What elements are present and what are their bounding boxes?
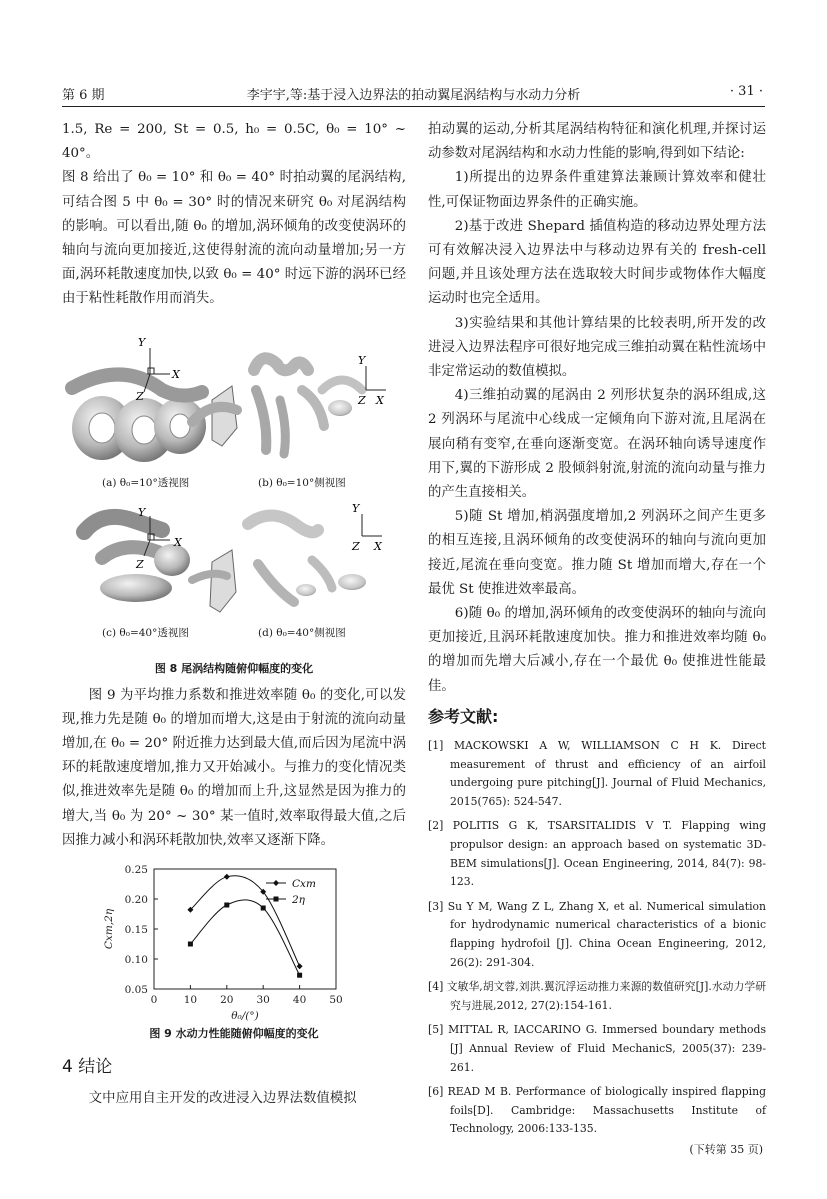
legend-label-1: 2η xyxy=(292,894,305,907)
y-axis-label: Cxm,2η xyxy=(103,908,115,950)
x-tick-label: 30 xyxy=(256,994,270,1007)
data-point xyxy=(224,903,229,908)
reference-item: [6] READ M B. Performance of biologically inspired flapping foils[D]. Cambridge: Massachusetts Institute of Technology, 2006:133-135. xyxy=(428,1085,766,1136)
vortex-view-a xyxy=(72,374,237,462)
reference-item: [2] POLITIS G K, TSARSITALIDIS V T. Flapping wing propulsor design: an approach based on systematic 3D-BEM simulations[J]. Ocean Engineering, 2014, 84(7): 98-123. xyxy=(428,819,766,889)
paragraph-fig9-discussion: 图 9 为平均推力系数和推进效率随 θ₀ 的变化,可以发现,推力先是随 θ₀ 的增加而增大,这是由于射流的流向动量增加,在 θ₀ = 20° 附近推力达到最大值,而后因为尾流中涡环的耗散速度增加,推力又开始减小。与推力的变化情况类似,推进效率先是随 θ₀ 的增加而上升,这显然是因为推力的增大,当 θ₀ 为 20° ~ 30° 某一值时,效率取得最大值,之后因推力减小和涡环耗散加快,效率又逐渐下降。 xyxy=(62,687,406,848)
legend-marker xyxy=(273,880,279,886)
data-point xyxy=(188,942,193,947)
data-point xyxy=(297,963,303,969)
subcaption-c: (c) θ₀=40°透视图 xyxy=(102,626,189,639)
conclusion-item-1: 1)所提出的边界条件重建算法兼顾计算效率和健壮性,可保证物面边界条件的正确实施。 xyxy=(428,170,766,210)
figure-9-caption: 图 9 水动力性能随俯仰幅度的变化 xyxy=(149,1027,319,1041)
vortex-view-b xyxy=(254,358,362,454)
figure-8-illustrations xyxy=(62,330,406,658)
vortex-view-d xyxy=(248,515,366,602)
vortex-view-c xyxy=(84,517,236,612)
axis-triad-b xyxy=(357,354,386,407)
left-column xyxy=(62,118,406,1111)
legend-marker xyxy=(274,897,279,902)
reference-item: [1] MACKOWSKI A W, WILLIAMSON C H K. Direct measurement of thrust and efficiency of an airfoil undergoing pure pitching[J]. Journal of Fluid Mechanics, 2015(765): 524-547. xyxy=(428,739,766,808)
y-tick-label: 0.15 xyxy=(124,924,148,937)
x-tick-label: 40 xyxy=(292,994,307,1007)
data-point xyxy=(261,906,266,911)
figure-8-caption: 图 8 尾涡结构随俯仰幅度的变化 xyxy=(154,661,314,675)
figure-9-chart xyxy=(62,863,406,1023)
data-point xyxy=(297,973,302,978)
subcaption-d: (d) θ₀=40°侧视图 xyxy=(258,626,346,639)
x-tick-label: 50 xyxy=(329,994,343,1007)
axis-label-x-c: X xyxy=(174,535,182,549)
legend-label-0: Cxm xyxy=(292,878,316,891)
reference-item: [4] 文敏华,胡文蓉,刘洪.翼沉浮运动推力来源的数值研究[J].水动力学研究与进展,2012, 27(2):154-161. xyxy=(428,980,766,1012)
subcaption-b: (b) θ₀=10°侧视图 xyxy=(258,476,346,489)
axis-triad-d xyxy=(351,502,383,553)
paragraph-params: 1.5, Re = 200, St = 0.5, h₀ = 0.5C, θ₀ = 10° ~ 40°。 xyxy=(62,122,406,162)
figure-9 xyxy=(62,863,406,1023)
axis-label-z-a: Z xyxy=(136,389,144,403)
y-tick-label: 0.05 xyxy=(124,984,148,997)
header-rule xyxy=(62,106,765,107)
axis-label-x-b: X xyxy=(376,393,384,407)
conclusion-item-3: 3)实验结果和其他计算结果的比较表明,所开发的改进浸入边界法程序可很好地完成三维拍动翼在粘性流场中非定常运动的数值模拟。 xyxy=(428,315,766,380)
reference-item: [3] Su Y M, Wang Z L, Zhang X, et al. Numerical simulation for hydrodynamic numerical characteristics of a bionic flapping hydrofoil [J]. China Ocean Engineering, 2012, 26(2): 291-304. xyxy=(428,899,766,969)
paragraph-fig8-discussion: 图 8 给出了 θ₀ = 10° 和 θ₀ = 40° 时拍动翼的尾涡结构,可结合图 5 中 θ₀ = 30° 时的情况来研究 θ₀ 对尾涡结构的影响。可以看出,随 θ₀ 的增加,涡环倾角的改变使涡环的轴向与流向更加接近,这使得射流的流向动量增加;另一方面,涡环耗散速度加快,以致 θ₀ = 40° 时远下游的涡环已经由于粘性耗散作用而消失。 xyxy=(62,170,406,307)
conclusion-item-4: 4)三维拍动翼的尾涡由 2 列形状复杂的涡环组成,这 2 列涡环与尾流中心线成一定倾角向下游对流,且尾涡在展向稍有变窄,在垂向逐渐变宽。在涡环轴向诱导速度作用下,翼的下游形成 2 股倾斜射流,射流的流向动量与推力的产生直接相关。 xyxy=(428,388,766,501)
series-line-0 xyxy=(190,876,299,966)
page-number: · 31 · xyxy=(729,84,763,99)
x-tick-label: 20 xyxy=(220,994,234,1007)
x-tick-label: 10 xyxy=(183,994,198,1007)
data-point xyxy=(224,874,230,880)
references-heading: 参考文献: xyxy=(428,706,499,726)
y-tick-label: 0.10 xyxy=(124,954,148,967)
axis-label-x-a: X xyxy=(172,367,180,381)
x-tick-label: 0 xyxy=(150,994,158,1007)
x-axis-label: θ₀/(°) xyxy=(231,1010,259,1023)
section-heading-conclusion: 4 结论 xyxy=(62,1057,113,1078)
continued-note: (下转第 35 页) xyxy=(689,1143,763,1156)
y-tick-label: 0.20 xyxy=(124,894,148,907)
axis-label-z-d: Z xyxy=(352,539,360,553)
paragraph-conclusion-cont: 拍动翼的运动,分析其尾涡结构特征和演化机理,并探讨运动参数对尾涡结构和水动力性能的影响,得到如下结论: xyxy=(428,122,766,162)
conclusion-item-6: 6)随 θ₀ 的增加,涡环倾角的改变使涡环的轴向与流向更加接近,且涡环耗散速度加快。推力和推进效率均随 θ₀ 的增加而先增大后减小,存在一个最优 θ₀ 使推进性能最佳。 xyxy=(428,606,766,694)
axis-label-y-a: Y xyxy=(138,335,146,349)
y-tick-label: 0.25 xyxy=(124,864,148,877)
series-line-1 xyxy=(190,900,299,975)
axis-label-x-d: X xyxy=(374,539,382,553)
subcaption-a: (a) θ₀=10°透视图 xyxy=(102,476,190,489)
figure-8 xyxy=(62,330,406,658)
right-column xyxy=(428,118,766,1145)
reference-item: [5] MITTAL R, IACCARINO G. Immersed boundary methods [J] Annual Review of Fluid MechanicS, 2005(37): 239-261. xyxy=(428,1023,766,1074)
axis-label-z-b: Z xyxy=(358,393,366,407)
axis-label-z-c: Z xyxy=(136,557,144,571)
axis-label-y-c: Y xyxy=(138,505,146,519)
conclusion-item-2: 2)基于改进 Shepard 插值构造的移动边界处理方法可有效解决浸入边界法中与移动边界有关的 fresh-cell 问题,并且该处理方法在选取较大时间步或物体作大幅度运动时也完全适用。 xyxy=(428,218,766,307)
conclusion-item-5: 5)随 St 增加,梢涡强度增加,2 列涡环之间产生更多的相互连接,且涡环倾角的改变使涡环的轴向与流向更加接近,尾流在垂向变宽。推力随 St 增加而增大,存在一个最优 St 使推进效率最高。 xyxy=(428,509,766,597)
running-title: 李宇宇,等:基于浸入边界法的拍动翼尾涡结构与水动力分析 xyxy=(246,88,581,103)
journal-issue: 第 6 期 xyxy=(62,88,105,103)
axis-label-y-d: Y xyxy=(352,501,360,515)
axis-label-y-b: Y xyxy=(358,353,366,367)
paragraph-conclusion-intro: 文中应用自主开发的改进浸入边界法数值模拟 xyxy=(88,1091,357,1107)
